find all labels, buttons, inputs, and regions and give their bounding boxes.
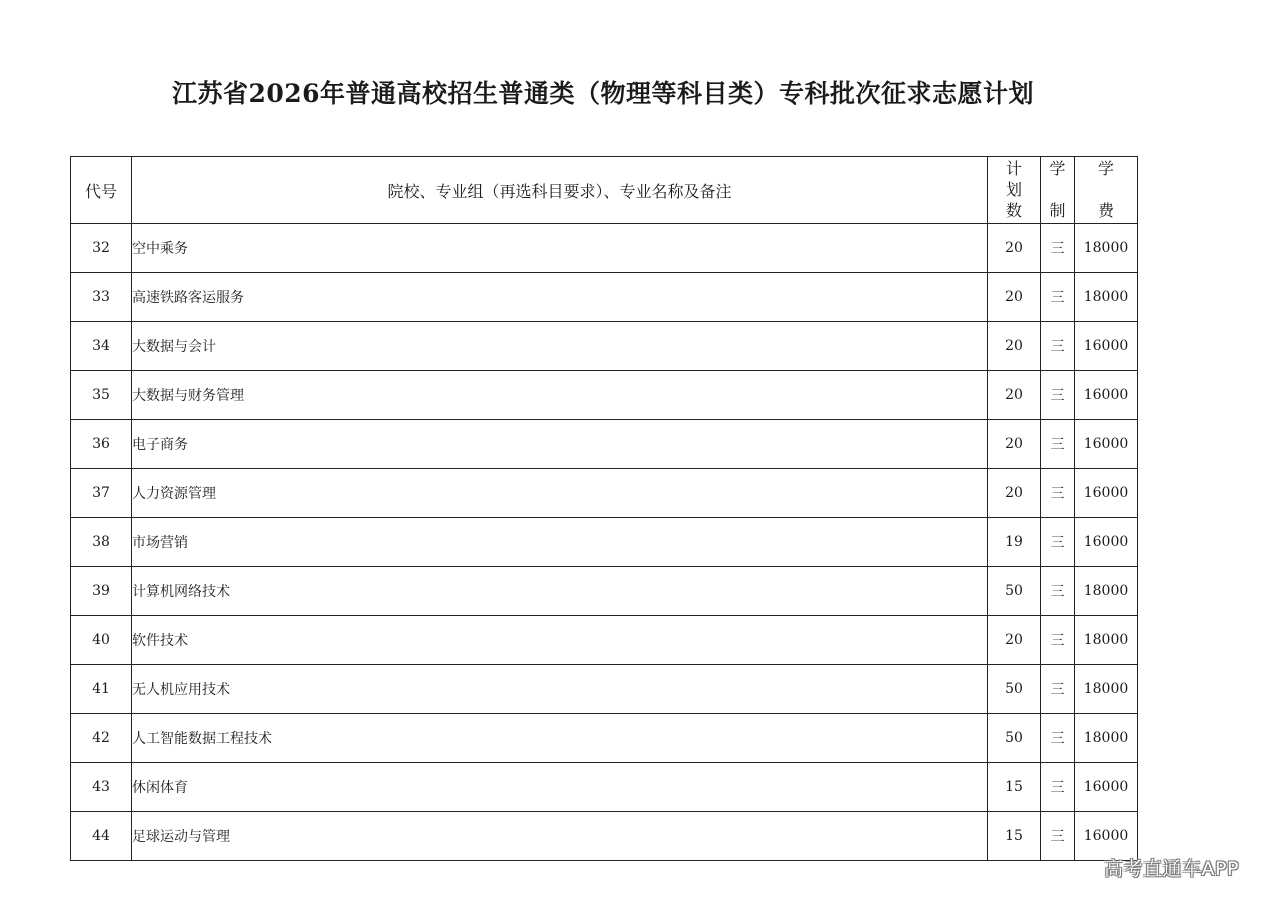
table-row <box>71 665 1138 714</box>
row-study-years: 三 <box>1041 469 1075 518</box>
row-plan-count: 19 <box>988 518 1041 567</box>
header-code: 代号 <box>71 157 132 224</box>
row-tuition-fee: 18000 <box>1075 714 1138 763</box>
row-study-years: 三 <box>1041 224 1075 273</box>
row-code: 33 <box>71 273 132 322</box>
row-major-name: 人力资源管理 <box>132 469 988 518</box>
row-plan-count: 50 <box>988 567 1041 616</box>
watermark: 高考直通车APP <box>1104 858 1239 880</box>
row-plan-count: 15 <box>988 812 1041 861</box>
row-plan-count: 20 <box>988 371 1041 420</box>
row-study-years: 三 <box>1041 420 1075 469</box>
row-plan-count: 50 <box>988 714 1041 763</box>
row-major-name: 高速铁路客运服务 <box>132 273 988 322</box>
header-fee-char-2: 费 <box>1097 201 1114 220</box>
header-fee <box>1075 157 1138 224</box>
row-major-name: 休闲体育 <box>132 763 988 812</box>
row-study-years: 三 <box>1041 322 1075 371</box>
page-title: 江苏省2026年普通高校招生普通类（物理等科目类）专科批次征求志愿计划 <box>171 79 1035 108</box>
header-plan-char-1: 计 <box>1005 159 1022 178</box>
table-row <box>71 420 1138 469</box>
row-code: 37 <box>71 469 132 518</box>
header-plan-char-2: 划 <box>1005 180 1022 199</box>
row-study-years: 三 <box>1041 371 1075 420</box>
row-study-years: 三 <box>1041 273 1075 322</box>
row-plan-count: 15 <box>988 763 1041 812</box>
table-row <box>71 714 1138 763</box>
table-row <box>71 567 1138 616</box>
row-study-years: 三 <box>1041 714 1075 763</box>
row-study-years: 三 <box>1041 812 1075 861</box>
row-tuition-fee: 18000 <box>1075 273 1138 322</box>
table-header-row <box>71 157 1138 224</box>
row-major-name: 足球运动与管理 <box>132 812 988 861</box>
row-tuition-fee: 18000 <box>1075 665 1138 714</box>
row-tuition-fee: 16000 <box>1075 518 1138 567</box>
row-code: 41 <box>71 665 132 714</box>
header-plan <box>988 157 1041 224</box>
header-plan-char-3: 数 <box>1005 201 1022 220</box>
row-code: 44 <box>71 812 132 861</box>
row-plan-count: 20 <box>988 469 1041 518</box>
row-tuition-fee: 16000 <box>1075 371 1138 420</box>
row-plan-count: 20 <box>988 224 1041 273</box>
row-code: 43 <box>71 763 132 812</box>
table-row <box>71 322 1138 371</box>
row-major-name: 空中乘务 <box>132 224 988 273</box>
table-row <box>71 518 1138 567</box>
table-row <box>71 763 1138 812</box>
table-row <box>71 812 1138 861</box>
table-row <box>71 616 1138 665</box>
row-code: 42 <box>71 714 132 763</box>
row-tuition-fee: 16000 <box>1075 812 1138 861</box>
row-tuition-fee: 18000 <box>1075 224 1138 273</box>
row-plan-count: 50 <box>988 665 1041 714</box>
row-tuition-fee: 18000 <box>1075 567 1138 616</box>
row-study-years: 三 <box>1041 665 1075 714</box>
table-row <box>71 224 1138 273</box>
row-major-name: 大数据与会计 <box>132 322 988 371</box>
row-tuition-fee: 16000 <box>1075 322 1138 371</box>
row-plan-count: 20 <box>988 322 1041 371</box>
row-code: 34 <box>71 322 132 371</box>
row-major-name: 市场营销 <box>132 518 988 567</box>
table-row <box>71 273 1138 322</box>
row-major-name: 大数据与财务管理 <box>132 371 988 420</box>
row-tuition-fee: 18000 <box>1075 616 1138 665</box>
header-system-char-2: 制 <box>1049 201 1066 220</box>
row-plan-count: 20 <box>988 616 1041 665</box>
row-plan-count: 20 <box>988 420 1041 469</box>
row-study-years: 三 <box>1041 616 1075 665</box>
row-major-name: 计算机网络技术 <box>132 567 988 616</box>
row-tuition-fee: 16000 <box>1075 420 1138 469</box>
row-code: 40 <box>71 616 132 665</box>
row-major-name: 软件技术 <box>132 616 988 665</box>
row-major-name: 电子商务 <box>132 420 988 469</box>
table-row <box>71 469 1138 518</box>
header-system-char-1: 学 <box>1049 159 1066 178</box>
row-major-name: 无人机应用技术 <box>132 665 988 714</box>
row-code: 36 <box>71 420 132 469</box>
table-row <box>71 371 1138 420</box>
row-tuition-fee: 16000 <box>1075 763 1138 812</box>
row-study-years: 三 <box>1041 518 1075 567</box>
row-study-years: 三 <box>1041 763 1075 812</box>
header-system <box>1041 157 1075 224</box>
row-study-years: 三 <box>1041 567 1075 616</box>
enrollment-plan-table <box>70 156 1138 861</box>
row-plan-count: 20 <box>988 273 1041 322</box>
header-fee-char-1: 学 <box>1097 159 1114 178</box>
row-tuition-fee: 16000 <box>1075 469 1138 518</box>
header-name: 院校、专业组（再选科目要求）、专业名称及备注 <box>132 157 988 224</box>
row-code: 32 <box>71 224 132 273</box>
row-major-name: 人工智能数据工程技术 <box>132 714 988 763</box>
table-body <box>71 224 1138 861</box>
row-code: 38 <box>71 518 132 567</box>
row-code: 35 <box>71 371 132 420</box>
row-code: 39 <box>71 567 132 616</box>
